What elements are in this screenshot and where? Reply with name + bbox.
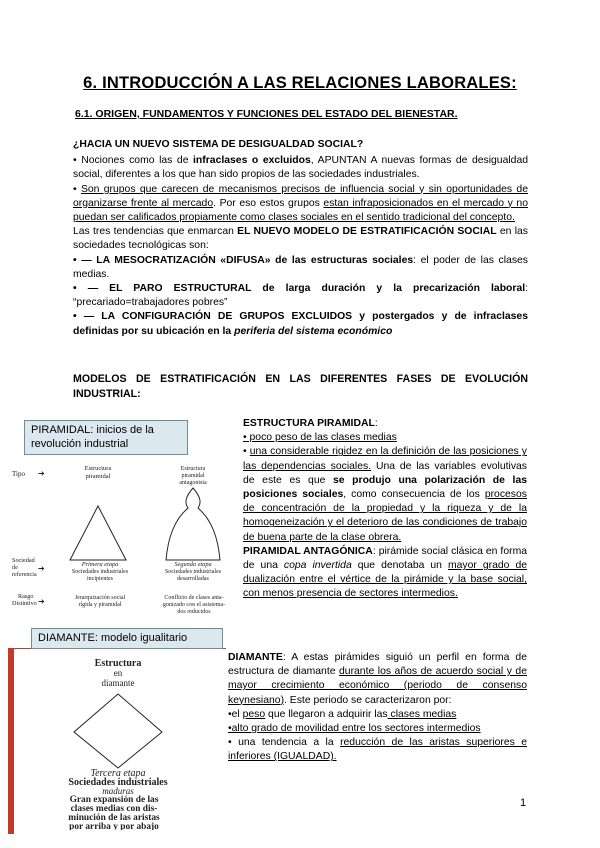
inverted-cup-shape [166,488,220,560]
pyramid-shape [70,506,126,560]
section-subtitle: 6.1. ORIGEN, FUNDAMENTOS Y FUNCIONES DEL ESTADO DEL BIENESTAR. [75,108,458,120]
diamond-figure [16,650,220,830]
fig-label-rasgo: Rasgo Distintivo [12,593,37,607]
paragraph-grupos: • Son grupos que carecen de mecanismos precisos de influencia social y sin oportunidades de organizarse frente al mercado. Por eso estos grupos estan infraposicionados en el mercado y no puedan ser calificados propiamente como clases sociales en el sentido tradicional del concepto. [73,183,528,224]
arrow-icon: ➔ [38,469,45,478]
diamante-label: DIAMANTE: modelo igualitario [31,628,223,649]
pyramid-figure [8,458,230,628]
fig2-d2: clases medias con dis- [70,804,158,814]
piramidal-item-2: • una considerable rigidez en la definición de las posiciones y las dependencias sociales. Una de las variables evolutivas de este es que se produjo una polarización de las posiciones sociales, como consecuencia de los procesos de concentración de la propiedad y la riqueza y de la homogeneización y el deterioro de las condiciones de trabajo de buena parte de la clase obrera. [243,446,527,543]
tendency-paro: • — EL PARO ESTRUCTURAL de larga duración y la precarización laboral: “precariado=trabajadores pobres” [73,283,528,309]
arrow-icon: ➔ [38,564,45,573]
fig2-d4: por arriba y por abajo [69,822,159,830]
tendency-excluidos: • — LA CONFIGURACIÓN DE GRUPOS EXCLUIDOS y postergados y de infraclases definidas por su ubicación en la periferia del sistema económico [73,311,528,337]
diamante-item-3: • una tendencia a la reducción de las aristas superiores e inferiores (IGUALDAD). [228,737,527,763]
fig-col1-title: Estructura piramidal [84,465,112,480]
fig2-soc2: maduras [102,786,134,796]
paragraph-infraclases: • Nociones como las de infraclases o excluidos, APUNTAN A nuevas formas de desigualdad social, diferentes a los que han sido propios de las sociedades industriales. [73,155,529,181]
paragraph-tendencias: Las tres tendencias que enmarcan EL NUEVO MODELO DE ESTRATIFICACIÓN SOCIAL en las sociedades tecnológicas son: [73,226,528,252]
arrow-icon: ➔ [38,597,45,606]
section-desigualdad [73,138,528,339]
models-heading: MODELOS DE ESTRATIFICACIÓN EN LAS DIFERENTES FASES DE EVOLUCIÓN INDUSTRIAL: [73,373,528,400]
fig2-stage: Tercera etapa [90,768,146,779]
fig-col2-title: Estructura piramidal antagonista [179,466,207,486]
fig2-title1: Estructura [94,658,142,669]
fig2-title2: en [113,668,123,678]
tendency-mesocratizacion: • — LA MESOCRATIZACIÓN «DIFUSA» de las estructuras sociales: el poder de las clases medias. [73,254,528,280]
fig-col1-rasgo: Jerarquización social rígida y piramidal [74,595,126,608]
fig-col2-rasgo: Conflicto de clases anta-gonizado con el asistema-dos reducidos [162,595,226,615]
fig2-title3: diamante [101,678,135,688]
fig-col2-stage: Segunda etapa [174,561,212,568]
fig2-soc1: Sociedades industriales [68,777,168,788]
diamond-shape [74,694,162,768]
page-number: 1 [520,797,527,809]
fig-label-tipo: Tipo [12,470,25,478]
fig2-d1: Gran expansión de las [69,795,159,805]
page-title: 6. INTRODUCCIÓN A LAS RELACIONES LABORALES: [83,74,517,92]
piramidal-heading: ESTRUCTURA PIRAMIDAL: [243,418,378,429]
diamante-paragraph: DIAMANTE: A estas pirámides siguió un perfil en forma de estructura de diamante durante los años de acuerdo social y de mayor crecimiento económico (periodo de consenso keynesiano). Este periodo se caracterizaron por: [228,652,527,706]
desigualdad-heading: ¿HACIA UN NUEVO SISTEMA DE DESIGUALDAD SOCIAL? [73,139,364,150]
piramidal-antagonica: PIRAMIDAL ANTAGÓNICA: pirámide social clásica en forma de una copa invertida que denotaba un mayor grado de dualización entre el vértice de la pirámide y la base social, con menos presencia de sectores intermedios. [243,545,527,600]
piramidal-item-1: • poco peso de las clases medias [243,432,397,444]
fig-label-sociedad: Sociedad de referencia [12,557,37,578]
fig-col1-stage: Primera etapa [81,561,119,568]
diamante-text [228,651,527,765]
piramidal-label: PIRAMIDAL: inicios de la revolución industrial [24,420,188,455]
fig2-d3: minución de las aristas [68,813,160,823]
fig-col2-soc: Sociedades industriales desarrolladas [164,569,222,582]
fig-col1-soc: Sociedades industriales incipientes [71,569,129,582]
diamante-item-1: •el peso que llegaron a adquirir las clases medias [228,708,457,720]
diamante-item-2: •alto grado de movilidad entre los sectores intermedios [228,723,481,735]
piramidal-text [243,417,527,602]
